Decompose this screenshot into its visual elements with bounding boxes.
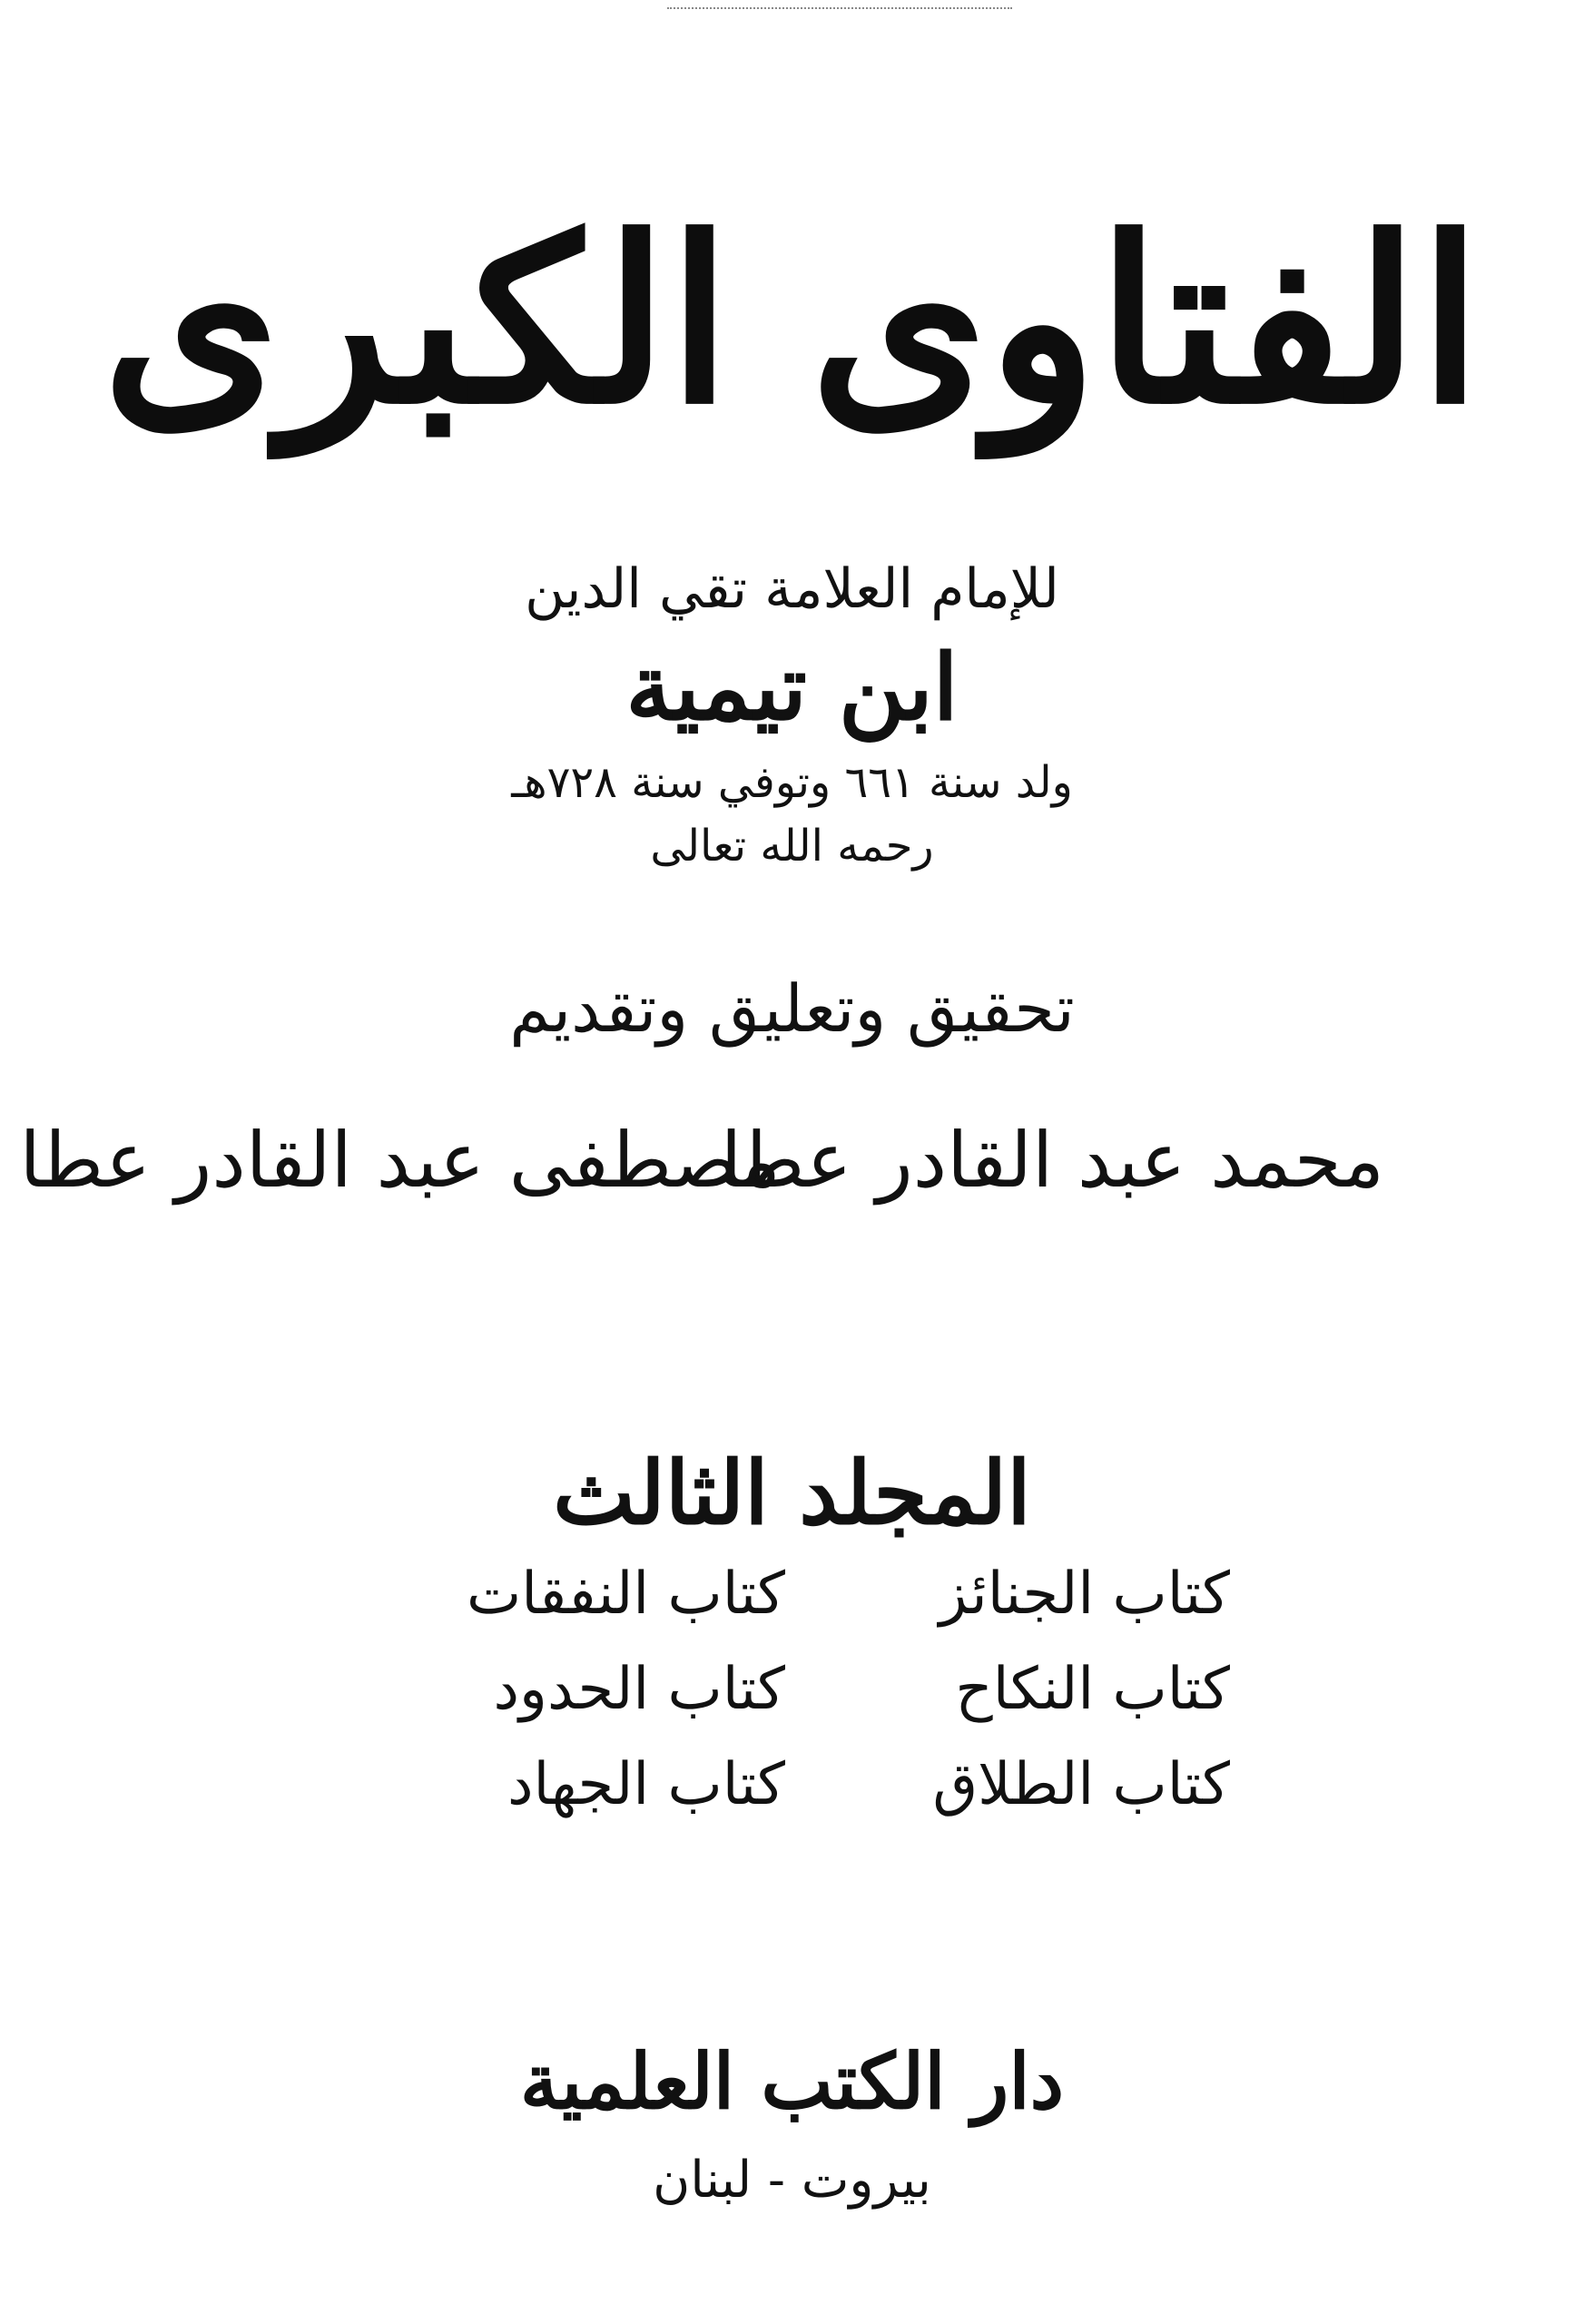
author-blessing: رحمه الله تعالى [650, 821, 934, 872]
book-item: كتاب الجنائز [939, 1561, 1230, 1628]
book-item: كتاب النفقات [467, 1561, 785, 1628]
book-title: الفتاوى الكبرى [102, 187, 1482, 454]
author-intro: للإمام العلامة تقي الدين [525, 557, 1059, 621]
publisher-city: بيروت - لبنان [653, 2151, 931, 2210]
scan-edge-dots [667, 7, 1012, 9]
book-item: كتاب الحدود [493, 1656, 785, 1723]
volume-label: المجلد الثالث [553, 1442, 1031, 1544]
author-dates: ولد سنة ٦٦١ وتوفي سنة ٧٢٨هـ [511, 757, 1073, 808]
book-item: كتاب الجهاد [507, 1751, 785, 1818]
book-item: كتاب النكاح [955, 1656, 1230, 1723]
editor-name-2: مصطفى عبد القادر عطا [19, 1116, 781, 1205]
author-name: ابن تيمية [625, 634, 959, 741]
publisher-name: دار الكتب العلمية [519, 2036, 1065, 2126]
books-list [0, 1561, 1584, 1818]
editor-name-1: محمد عبد القادر عطا [720, 1116, 1384, 1205]
editing-credit: تحقيق وتعليق وتقديم [509, 970, 1075, 1047]
book-item: كتاب الطلاق [932, 1751, 1230, 1818]
